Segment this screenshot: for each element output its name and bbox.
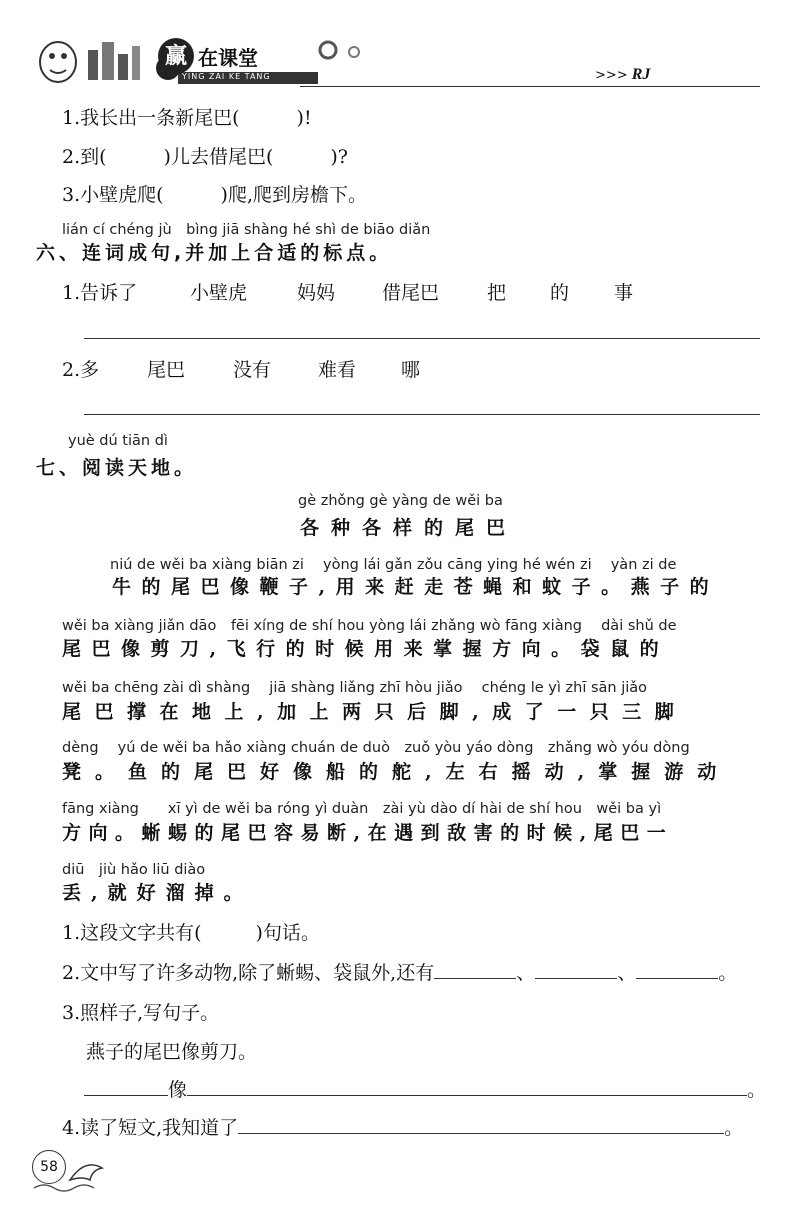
s7-q3: 3.照样子,写句子。 (62, 1002, 220, 1024)
story-line-3: 尾巴撑在地上,加上两只后脚,成了一只三脚 (62, 701, 688, 723)
s7-q2-blank-3[interactable] (636, 960, 718, 979)
s6-pinyin: lián cí chéng jù bìng jiā shàng hé shì de biāo diǎn (62, 222, 431, 238)
s6-q1-word-4: 借尾巴 (382, 282, 440, 304)
story-line-6-pinyin: diū jiù hǎo liū diào (62, 862, 206, 878)
brand-glyph: 赢 (158, 38, 194, 74)
s6-q2-word-5: 哪 (401, 359, 421, 381)
story-line-4-pinyin: dèng yú de wěi ba hǎo xiàng chuán de duò zuǒ yòu yáo dòng zhǎng wò yóu dòng (62, 740, 690, 756)
s7-q4-text: 4.读了短文,我知道了 (62, 1117, 239, 1139)
s6-q1-word-1: 1.告诉了 (62, 282, 138, 304)
s7-q1-blank[interactable] (202, 921, 256, 939)
s7-q2-end: 。 (718, 962, 738, 984)
s7-q4-end: 。 (724, 1117, 744, 1139)
page-number: 58 (32, 1150, 66, 1184)
brand-title: 在课堂 (198, 46, 258, 70)
s6-q2-word-2: 尾巴 (147, 359, 186, 381)
story-line-4: 凳。鱼的尾巴好像船的舵,左右摇动,掌握游动 (62, 761, 731, 783)
s6-q1-word-6: 的 (550, 282, 570, 304)
s6-q1-word-7: 事 (614, 282, 634, 304)
s7-pinyin: yuè dú tiān dì (68, 433, 168, 449)
brand-pinyin: YING ZAI KE TANG (182, 72, 271, 81)
story-line-6: 丢,就好溜掉。 (62, 882, 253, 904)
story-line-1-pinyin: niú de wěi ba xiàng biān zi yòng lái gǎn zǒu cāng ying hé wén zi yàn zi de (110, 557, 677, 573)
story-line-2-pinyin: wěi ba xiàng jiǎn dāo fēi xíng de shí hou yòng lái zhǎng wò fāng xiàng dài shǔ de (62, 618, 677, 634)
s7-q3-example: 燕子的尾巴像剪刀。 (86, 1041, 258, 1063)
story-line-5: 方向。蜥蜴的尾巴容易断,在遇到敌害的时候,尾巴一 (62, 822, 674, 844)
s7-q4-blank[interactable] (238, 1115, 724, 1134)
s6-q1-word-2: 小壁虎 (190, 282, 248, 304)
s6-q2-word-1: 2.多 (62, 359, 100, 381)
s7-q3-answer (84, 1075, 766, 1102)
story-title: 各种各样的尾巴 (300, 517, 518, 539)
s7-q2-sep-2: 、 (617, 962, 637, 984)
s6-q2-word-4: 难看 (318, 359, 357, 381)
s6-q2-answer-line[interactable] (84, 414, 760, 415)
s5-item-1: 1.我长出一条新尾巴( )! (62, 107, 312, 129)
s7-q1-post: )句话。 (255, 922, 320, 944)
s7-q1-pre: 1.这段文字共有( (62, 922, 202, 944)
edition-label (595, 66, 650, 84)
story-line-3-pinyin: wěi ba chēng zài dì shàng jiā shàng liǎng zhī hòu jiǎo chéng le yì zhī sān jiǎo (62, 680, 648, 696)
s5-item-3: 3.小壁虎爬( )爬,爬到房檐下。 (62, 184, 367, 206)
s6-q1-answer-line[interactable] (84, 338, 760, 339)
dolphin-icon (30, 1150, 110, 1195)
s7-q2-text: 2.文中写了许多动物,除了蜥蜴、袋鼠外,还有 (62, 962, 435, 984)
s6-title: 六、连词成句,并加上合适的标点。 (36, 242, 393, 264)
story-line-2: 尾巴像剪刀,飞行的时候用来掌握方向。袋鼠的 (62, 638, 670, 660)
s6-q1-word-5: 把 (487, 282, 507, 304)
s6-q1-word-3: 妈妈 (297, 282, 336, 304)
edition: RJ (631, 66, 651, 83)
s7-q3-end: 。 (747, 1079, 767, 1101)
s7-q1 (62, 918, 320, 945)
arrows: >>> (595, 68, 628, 83)
s7-title: 七、阅读天地。 (36, 457, 198, 479)
s5-item-2: 2.到( )儿去借尾巴( )? (62, 146, 348, 168)
story-line-1: 牛的尾巴像鞭子,用来赶走苍蝇和蚊子。燕子的 (112, 576, 720, 598)
s7-q2-sep-1: 、 (516, 962, 536, 984)
s6-q2-word-3: 没有 (233, 359, 272, 381)
s7-q2-blank-2[interactable] (535, 960, 617, 979)
s7-q4 (62, 1113, 743, 1140)
s7-q3-blank-2[interactable] (187, 1077, 747, 1096)
story-title-pinyin: gè zhǒng gè yàng de wěi ba (298, 493, 503, 509)
s7-q2-blank-1[interactable] (434, 960, 516, 979)
s7-q3-blank-1[interactable] (84, 1077, 168, 1096)
s7-q2 (62, 958, 737, 985)
header-rule (300, 86, 760, 87)
story-line-5-pinyin: fāng xiàng xī yì de wěi ba róng yì duàn zài yù dào dí hài de shí hou wěi ba yì (62, 801, 662, 817)
s7-q3-like: 像 (168, 1079, 188, 1101)
